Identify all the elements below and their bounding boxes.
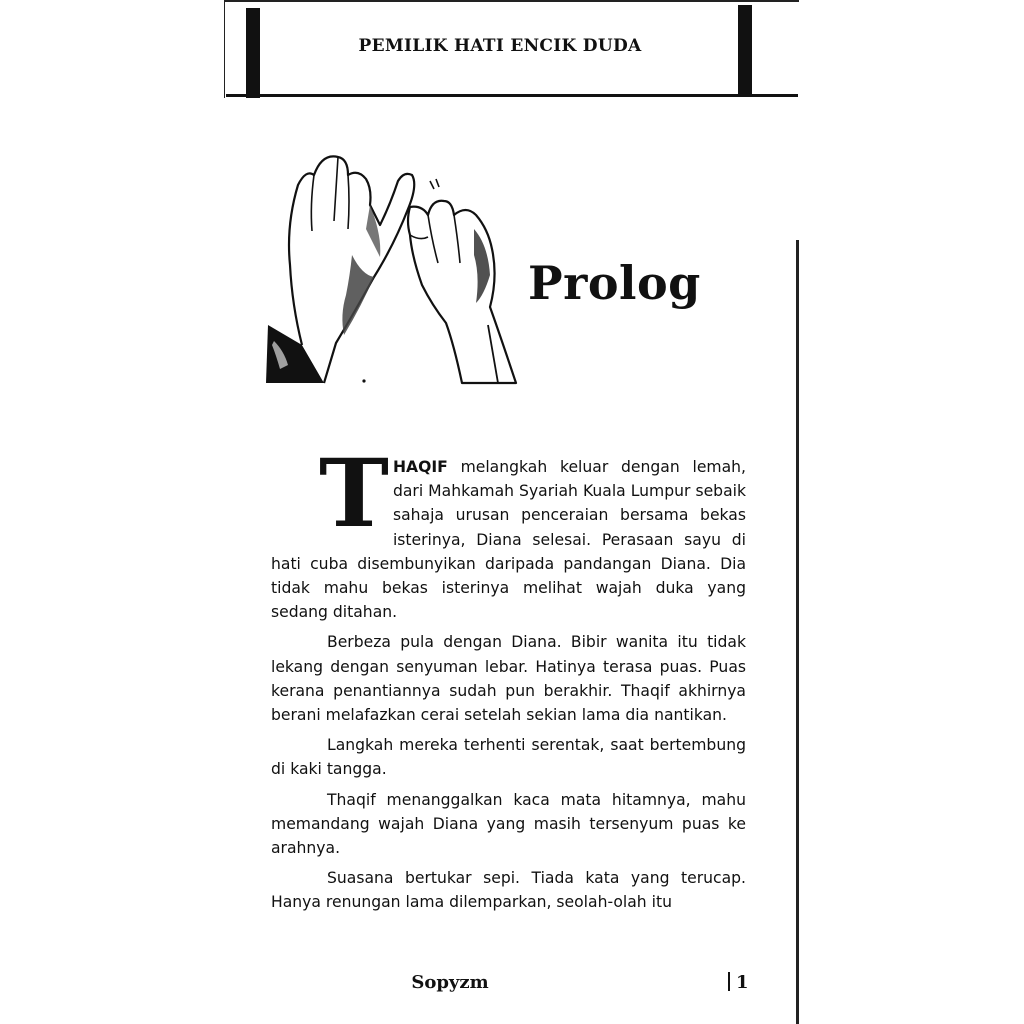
paragraph-4: Thaqif menanggalkan kaca mata hitamnya, mahu memandang wajah Diana yang masih tersenyum puas ke arahnya. [271,790,746,858]
drop-cap: T [319,439,389,549]
page-number [728,972,749,993]
paragraph-2: Berbeza pula dengan Diana. Bibir wanita itu tidak lekang dengan senyuman lebar. Hatinya terasa puas. Puas kerana penantiannya sudah pun berakhir. Thaqif akhirnya berani melafazkan cerai setelah sekian lama dia nantikan. [271,633,746,725]
paragraph-5: Suasana bertukar sepi. Tiada kata yang terucap. Hanya renungan lama dilemparkan, seolah-olah itu [271,869,746,912]
header-bar-right [738,5,752,95]
page-number-value: 1 [736,972,749,993]
chapter-body [271,439,746,921]
paragraph-3: Langkah mereka terhenti serentak, saat bertembung di kaki tangga. [271,736,746,779]
paragraph-1 [271,439,746,624]
pinky-promise-hands-icon [262,145,532,390]
page-left-edge [224,0,225,98]
footer-author: Sopyzm [411,972,489,993]
header-bar-left [246,8,260,98]
lead-word: HAQIF [392,458,448,476]
chapter-title: Prolog [528,256,701,310]
running-title: PEMILIK HATI ENCIK DUDA [358,36,642,56]
page-number-separator [728,972,730,991]
header-rule [226,94,798,97]
page-top-edge [225,0,799,2]
page-right-edge [796,240,799,1024]
paragraph-1-text: melangkah keluar dengan lemah, dari Mahkamah Syariah Kuala Lumpur sebaik sahaja urusan penceraian bersama bekas isterinya, Diana selesai. Perasaan sayu di hati cuba disembunyikan daripada pandangan Diana. Dia tidak mahu bekas isterinya melihat wajah duka yang sedang ditahan. [271,458,746,622]
